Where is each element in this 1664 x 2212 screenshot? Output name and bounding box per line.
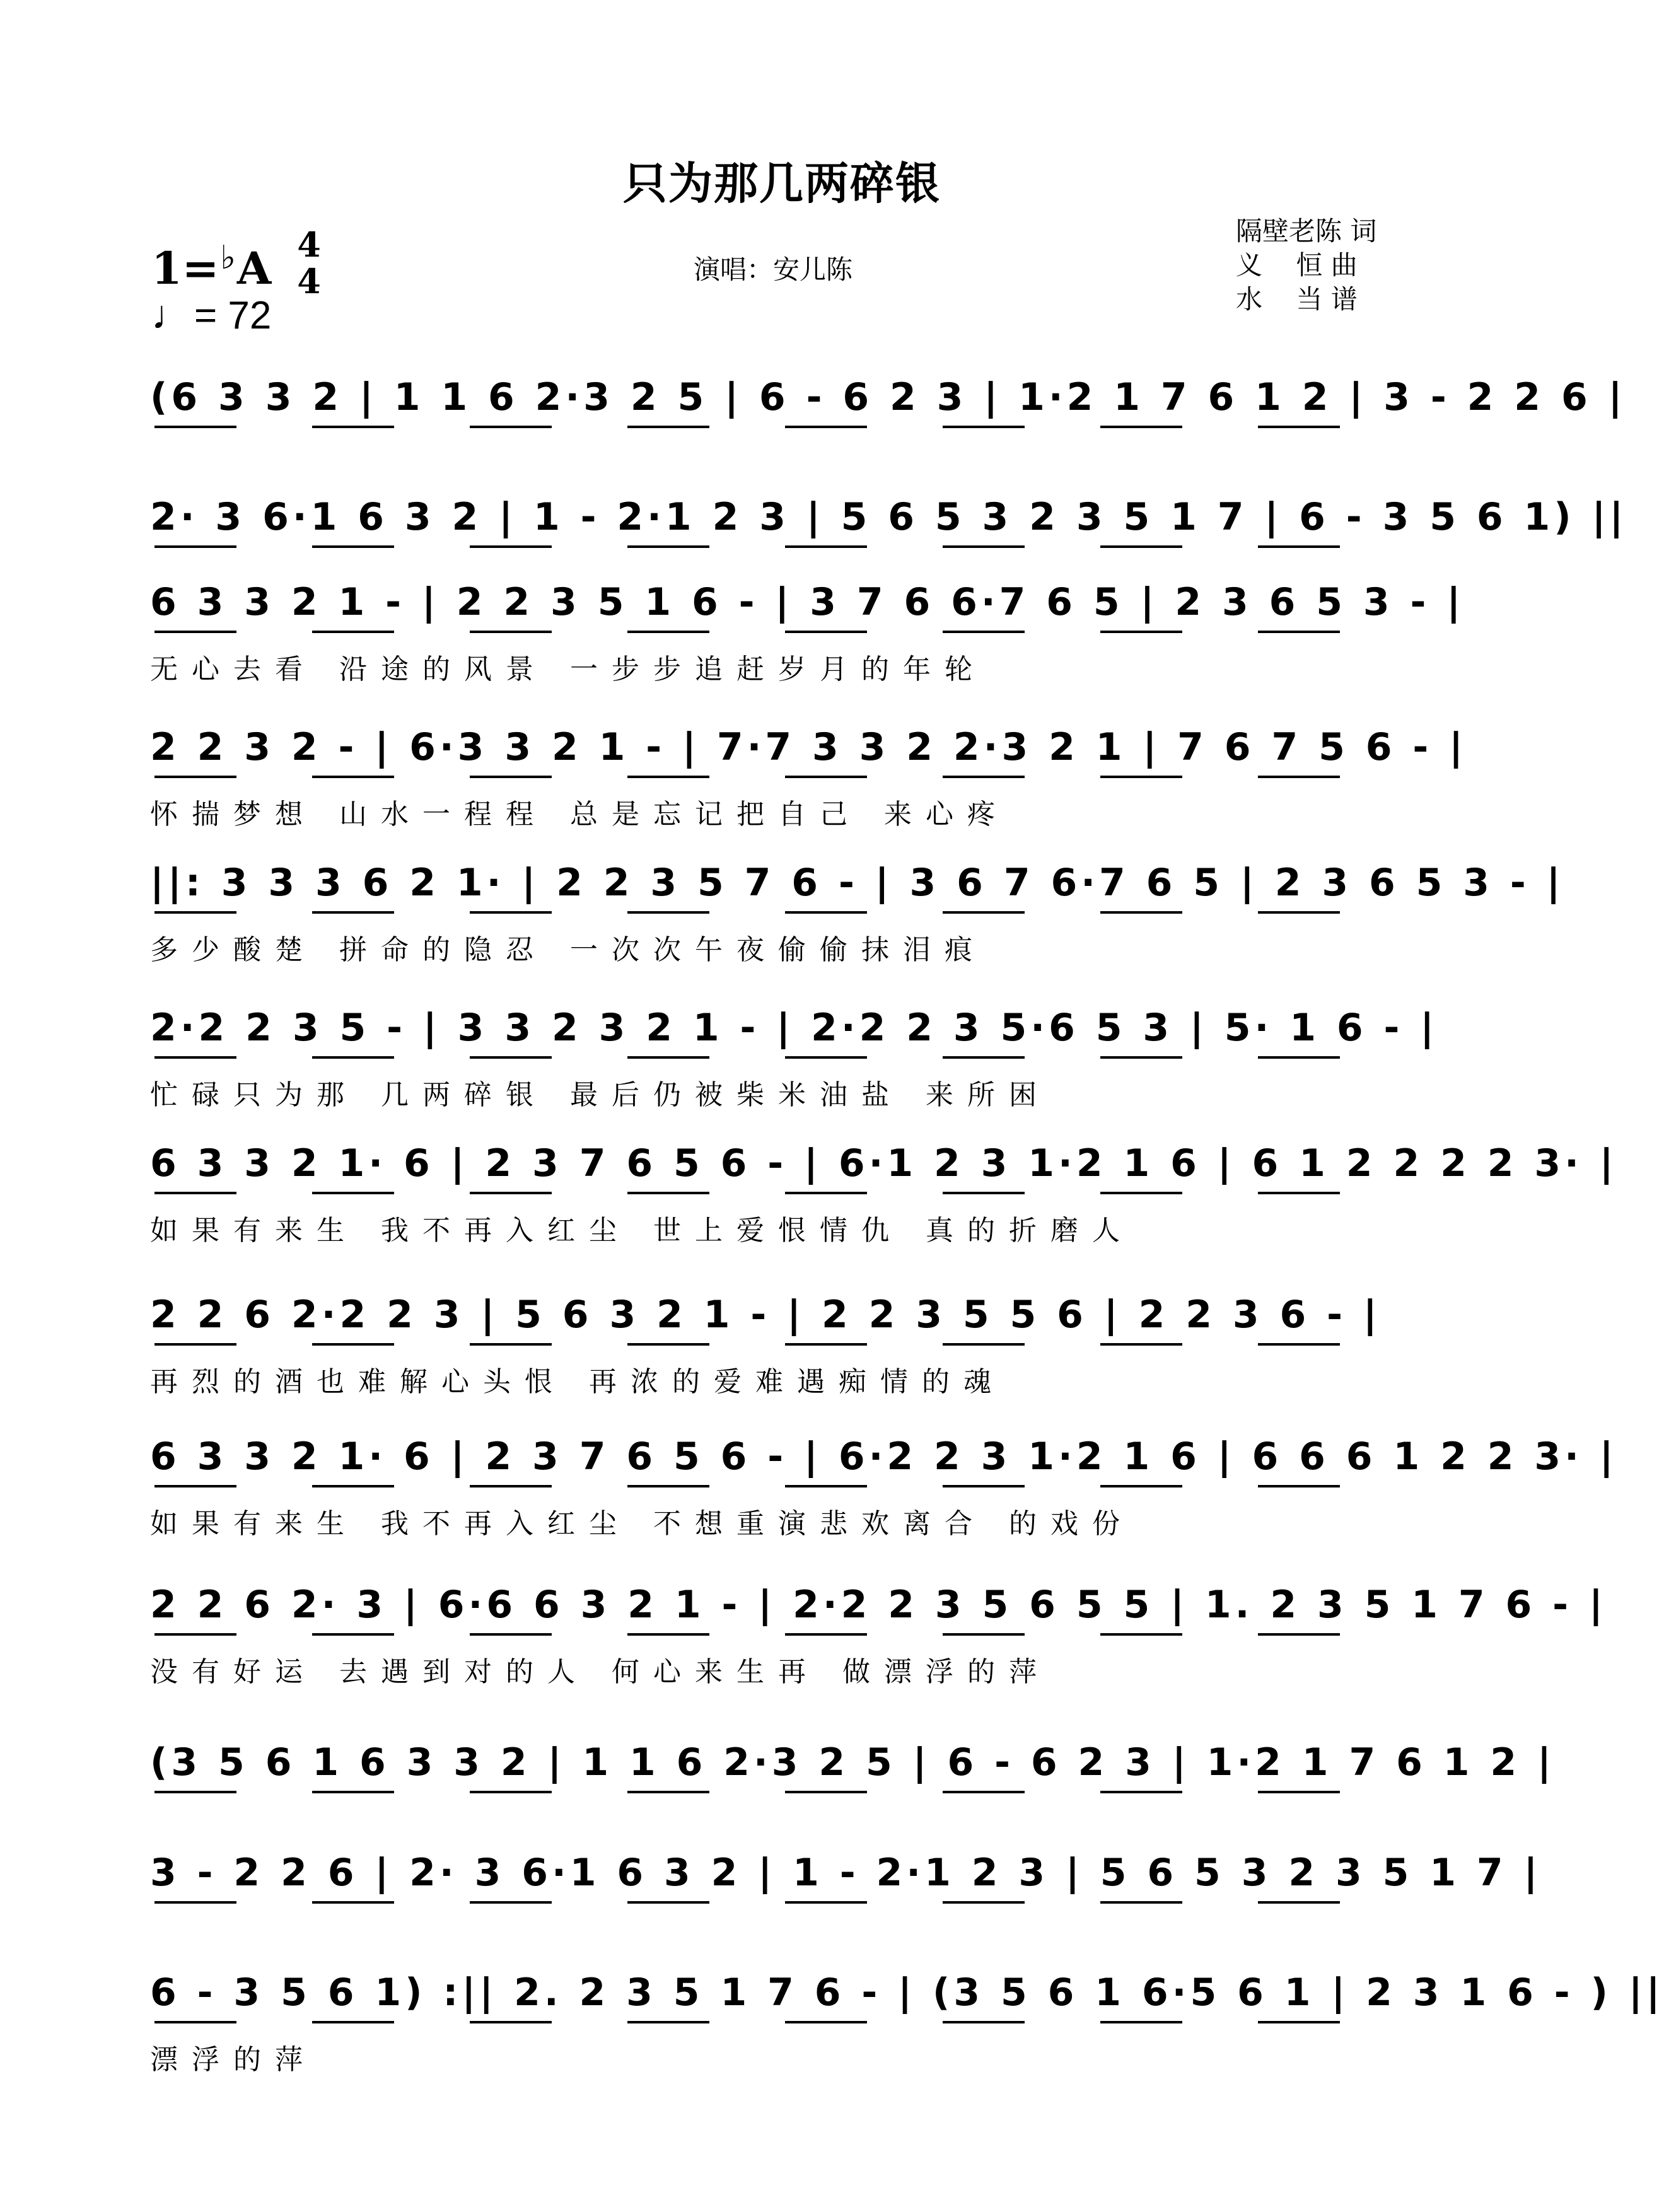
melody-line: 2·2 2 3 5 - | 3 3 2 3 2 1 - | 2·2 2 3 5·6 5 3 | 5· 1 6 - |	[150, 1006, 1438, 1050]
flat-icon: ♭	[220, 238, 236, 277]
lyrics-line: 忙碌只为那 几两碎银 最后仍被柴米油盐 来所困	[150, 1079, 1050, 1111]
melody-line: 6 3 3 2 1· 6 | 2 3 7 6 5 6 - | 6·2 2 3 1·2 1 6 | 6 6 6 1 2 2 3· |	[150, 1435, 1617, 1479]
score-system	[0, 848, 1564, 974]
lyrics-line: 漂浮的萍	[150, 2044, 317, 2076]
time-signature	[293, 224, 325, 301]
score-system	[0, 713, 1564, 839]
score-system	[0, 363, 1626, 489]
tempo-value: = 72	[194, 294, 272, 337]
melody-line: 2 2 3 2 - | 6·3 3 2 1 - | 7·7 3 3 2 2·3 2 1 | 7 6 7 5 6 - |	[150, 725, 1467, 769]
score-system	[0, 1838, 1564, 1964]
melody-line: 3 - 2 2 6 | 2· 3 6·1 6 3 2 | 1 - 2·1 2 3 | 5 6 5 3 2 3 5 1 7 |	[150, 1851, 1542, 1895]
melody-line: (3 5 6 1 6 3 3 2 | 1 1 6 2·3 2 5 | 6 - 6 2 3 | 1·2 1 7 6 1 2 |	[150, 1740, 1555, 1784]
melody-line: 6 3 3 2 1· 6 | 2 3 7 6 5 6 - | 6·1 2 3 1·2 1 6 | 6 1 2 2 2 2 3· |	[150, 1141, 1617, 1185]
key-letter: A	[236, 242, 272, 294]
melody-line: 6 - 3 5 6 1) :|| 2. 2 3 5 1 7 6 - | (3 5 6 1 6·5 6 1 | 2 3 1 6 - ) ||	[150, 1970, 1664, 2015]
lyricist-credit: 隔壁老陈 词	[1236, 216, 1377, 247]
score-system	[0, 1570, 1607, 1696]
score-system	[0, 993, 1564, 1119]
meter-bottom: 4	[297, 261, 321, 301]
quarter-note-icon: ♩	[151, 292, 192, 337]
melody-line: 2 2 6 2· 3 | 6·6 6 3 2 1 - | 2·2 2 3 5 6 5 5 | 1. 2 3 5 1 7 6 - |	[150, 1583, 1607, 1627]
melody-line: 6 3 3 2 1 - | 2 2 3 5 1 6 - | 3 7 6 6·7 6 5 | 2 3 6 5 3 - |	[150, 580, 1465, 624]
arranger-credit: 水 当 谱	[1236, 284, 1358, 315]
score-system	[0, 1129, 1617, 1255]
lyrics-line: 如果有来生 我不再入红尘 世上爱恨情仇 真的折磨人	[150, 1214, 1134, 1247]
beam-lines	[0, 363, 1626, 489]
score-system	[0, 1728, 1564, 1854]
melody-line: ||: 3 3 3 6 2 1· | 2 2 3 5 7 6 - | 3 6 7 6·7 6 5 | 2 3 6 5 3 - |	[150, 861, 1564, 905]
melody-line: (6 3 3 2 | 1 1 6 2·3 2 5 | 6 - 6 2 3 | 1·2 1 7 6 1 2 | 3 - 2 2 6 |	[150, 375, 1626, 419]
key-signature	[151, 238, 271, 294]
lyrics-line: 如果有来生 我不再入红尘 不想重演悲欢离合 的戏份	[150, 1508, 1134, 1540]
singer-credit: 演唱：安儿陈	[694, 254, 853, 285]
beam-lines	[0, 1838, 1564, 1964]
score-system	[0, 1280, 1564, 1406]
melody-line: 2 2 6 2·2 2 3 | 5 6 3 2 1 - | 2 2 3 5 5 6 | 2 2 3 6 - |	[150, 1293, 1381, 1337]
beam-lines	[0, 1728, 1564, 1854]
meter-top: 4	[297, 224, 321, 265]
score-system	[0, 1422, 1617, 1548]
key-prefix: 1=	[151, 242, 219, 294]
composer-credit: 义 恒 曲	[1236, 250, 1358, 281]
tempo-mark	[151, 291, 271, 338]
lyrics-line: 没有好运 去遇到对的人 何心来生再 做漂浮的萍	[150, 1656, 1050, 1688]
score-system	[0, 568, 1564, 694]
score-system	[0, 1958, 1664, 2084]
melody-line: 2· 3 6·1 6 3 2 | 1 - 2·1 2 3 | 5 6 5 3 2 3 5 1 7 | 6 - 3 5 6 1) ||	[150, 495, 1627, 539]
lyrics-line: 无心去看 沿途的风景 一步步追赶岁月的年轮	[150, 653, 986, 685]
lyrics-line: 再烈的酒也难解心头恨 再浓的爱难遇痴情的魂	[150, 1366, 1005, 1398]
credits-block	[1236, 214, 1376, 317]
lyrics-line: 怀揣梦想 山水一程程 总是忘记把自己 来心疼	[150, 798, 1009, 830]
page-title: 只为那几两碎银	[623, 158, 941, 209]
lyrics-line: 多少酸楚 拼命的隐忍 一次次午夜偷偷抹泪痕	[150, 934, 986, 966]
